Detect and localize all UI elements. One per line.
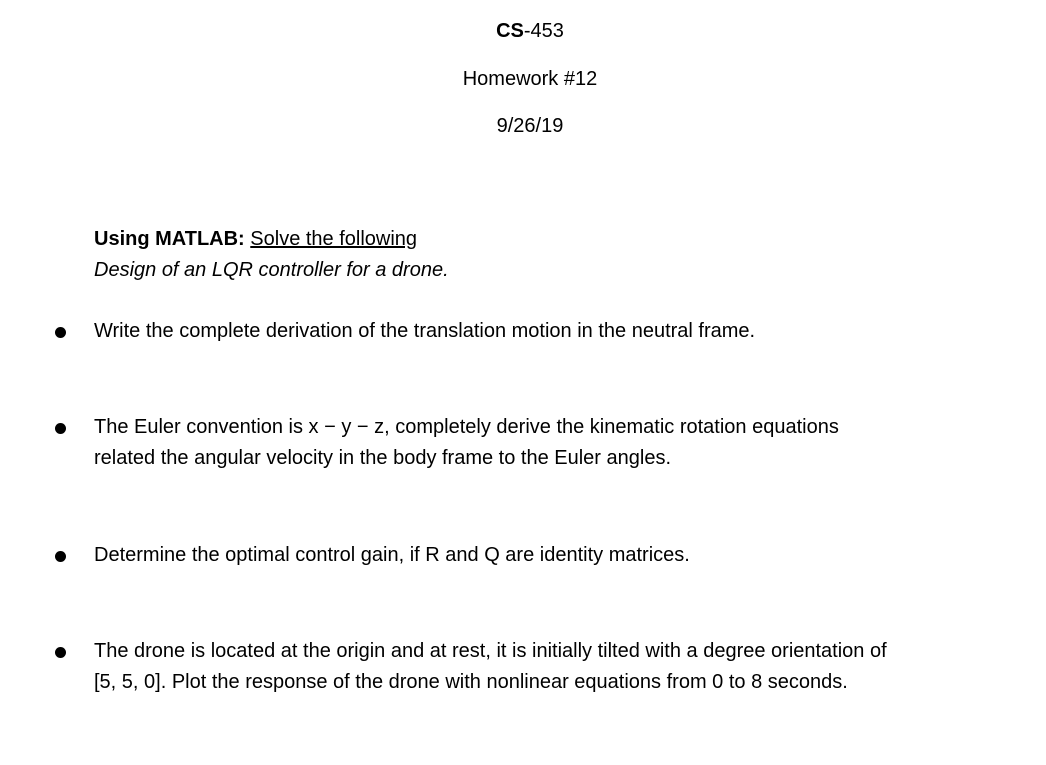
task-line: related the angular velocity in the body frame to the Euler angles.: [94, 447, 672, 469]
bullet-icon: [55, 647, 66, 658]
bullet-icon: [55, 423, 66, 434]
task-text: [94, 540, 994, 571]
task-line: [5, 5, 0]. Plot the response of the drone with nonlinear equations from 0 to 8 seconds.: [94, 671, 848, 693]
document-title: Homework #12: [462, 68, 598, 90]
instruction-text: Solve the following: [250, 228, 418, 250]
task-line: Write the complete derivation of the translation motion in the neutral frame.: [94, 320, 756, 342]
task-line: Determine the optimal control gain, if R and Q are identity matrices.: [94, 544, 690, 566]
task-text: [94, 412, 994, 474]
task-line: The Euler convention is x − y − z, completely derive the kinematic rotation equations: [94, 416, 839, 438]
tool-label: Using MATLAB:: [94, 228, 245, 250]
course-number: -453: [523, 20, 564, 42]
course-prefix: CS: [496, 20, 524, 42]
document-date: 9/26/19: [496, 115, 564, 137]
intro-first-line: [94, 224, 449, 255]
task-text: [94, 636, 994, 698]
task-line: The drone is located at the origin and at rest, it is initially tilted with a degree orientation of: [94, 640, 887, 662]
intro-block: [94, 224, 449, 286]
task-text: [94, 316, 994, 347]
bullet-icon: [55, 327, 66, 338]
bullet-icon: [55, 551, 66, 562]
assignment-subtitle: Design of an LQR controller for a drone.: [94, 259, 449, 281]
course-code: [0, 20, 1046, 43]
